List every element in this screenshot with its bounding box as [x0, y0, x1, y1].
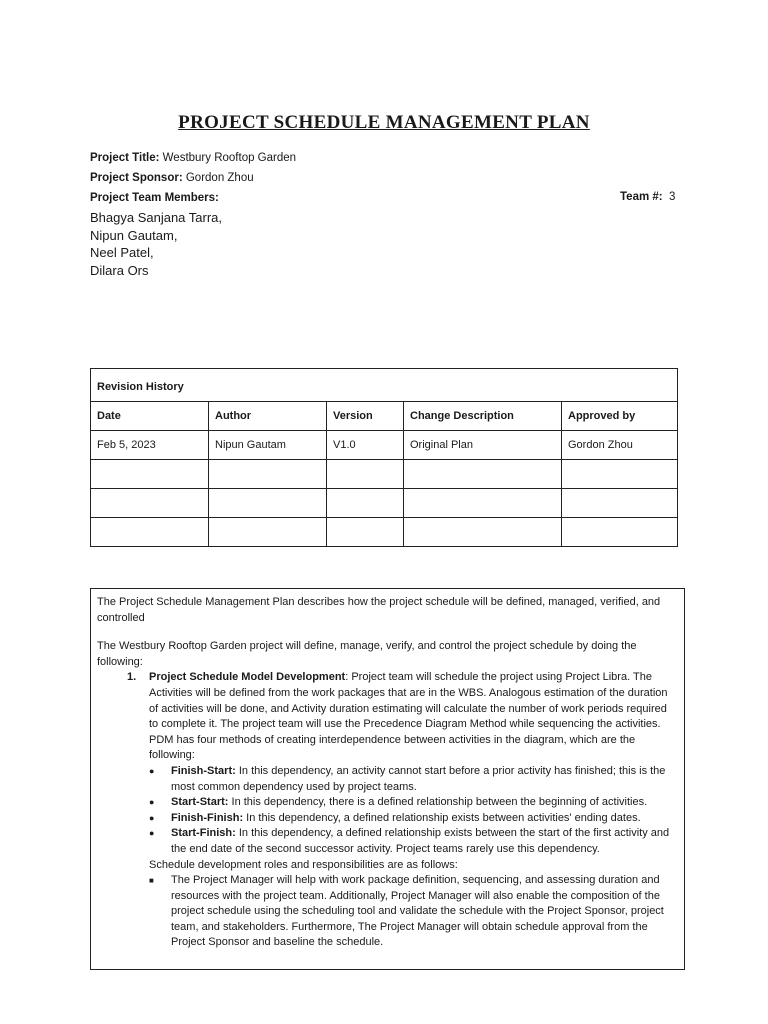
lead-paragraph: The Westbury Rooftop Garden project will define, manage, verify, and control the project schedule by doing the following: [97, 640, 637, 668]
project-title-line [90, 152, 296, 164]
empty-cell [91, 518, 209, 547]
empty-cell [404, 489, 562, 518]
empty-cell [327, 460, 404, 489]
project-sponsor-line [90, 172, 254, 184]
team-member: Bhagya Sanjana Tarra, [90, 210, 223, 225]
empty-cell [209, 460, 327, 489]
table-row [91, 431, 678, 460]
team-members-label-line [90, 192, 219, 204]
table-header-row [91, 402, 678, 431]
empty-cell [562, 518, 678, 547]
empty-cell [91, 460, 209, 489]
list-item [97, 826, 677, 857]
project-sponsor-value: Gordon Zhou [185, 172, 254, 184]
project-title-value: Westbury Rooftop Garden [162, 152, 297, 164]
empty-cell [404, 460, 562, 489]
col-header-change-description: Change Description [404, 402, 562, 431]
document-title: PROJECT SCHEDULE MANAGEMENT PLAN [178, 112, 590, 133]
cell-change-description: Original Plan [404, 431, 562, 460]
bullet-icon: ● [149, 812, 155, 823]
team-number-label: Team #: [620, 191, 663, 203]
project-title-label: Project Title: [90, 152, 160, 164]
empty-cell [327, 518, 404, 547]
bullet-icon: ● [149, 797, 155, 808]
item-number: 1. [127, 671, 137, 684]
table-row [91, 489, 678, 518]
dependency-text: In this dependency, a defined relationship exists between the start of the first activity and the end date of the second successor activity. Project teams rarely use this dependency. [171, 827, 670, 855]
revision-history-table [90, 368, 678, 547]
dependency-term: Start-Start: [171, 796, 229, 809]
team-member: Dilara Ors [90, 262, 149, 278]
numbered-item-1 [97, 670, 677, 764]
dependency-text: In this dependency, there is a defined relationship between the beginning of activities. [228, 796, 648, 809]
team-number-value: 3 [669, 191, 676, 203]
table-row [91, 460, 678, 489]
cell-date: Feb 5, 2023 [91, 431, 209, 460]
empty-cell [327, 489, 404, 518]
team-number [620, 191, 675, 203]
empty-cell [404, 518, 562, 547]
empty-cell [562, 489, 678, 518]
team-member: Nipun Gautam, [90, 227, 178, 243]
list-item [97, 873, 677, 951]
col-header-version: Version [327, 402, 404, 431]
intro-paragraph: The Project Schedule Management Plan describes how the project schedule will be defined, managed, verified, and controlled [97, 596, 661, 624]
square-bullet-icon: ■ [149, 876, 154, 886]
list-item [97, 795, 677, 811]
dependency-term: Finish-Start: [171, 764, 236, 777]
list-item [97, 811, 677, 827]
bullet-icon: ● [149, 828, 155, 839]
roles-intro: Schedule development roles and responsibilities are as follows: [149, 858, 458, 871]
item-text: : Project team will schedule the project using Project Libra. The Activities will be defined from the work packages that are in the WBS. Analogous estimation of the duration of activities will be done, and Activity duration estimating will calculate the number of work periods required to complete it. The project team will use the Precedence Diagram Method while sequencing the activities. PDM has four methods of creating interdependence between activities in the diagram, which are the following: [149, 671, 668, 762]
cell-author: Nipun Gautam [209, 431, 327, 460]
table-row [91, 518, 678, 547]
cell-version: V1.0 [327, 431, 404, 460]
cell-approved-by: Gordon Zhou [562, 431, 678, 460]
empty-cell [91, 489, 209, 518]
empty-cell [209, 518, 327, 547]
team-members-label: Project Team Members: [90, 192, 219, 204]
team-member: Neel Patel, [90, 245, 154, 260]
dependency-list [97, 764, 677, 858]
role-text: The Project Manager will help with work package definition, sequencing, and assessing duration and resources with the project team. Additionally, Project Manager will also enable the composition of the project schedule using the scheduling tool and validate the schedule with the Project Sponsor, project team, and stakeholders. Furthermore, The Project Manager will obtain schedule approval from the Project Sponsor and baseline the schedule. [171, 874, 664, 949]
team-members-list [90, 209, 222, 279]
bullet-icon: ● [149, 765, 155, 776]
dependency-text: In this dependency, a defined relationship exists between activities' ending dates. [243, 811, 641, 824]
col-header-author: Author [209, 402, 327, 431]
plan-body-box [90, 588, 685, 970]
roles-list [97, 873, 677, 951]
empty-cell [209, 489, 327, 518]
revision-history-heading: Revision History [91, 369, 678, 402]
dependency-term: Finish-Finish: [171, 811, 244, 824]
project-sponsor-label: Project Sponsor: [90, 172, 183, 184]
empty-cell [562, 460, 678, 489]
col-header-approved-by: Approved by [562, 402, 678, 431]
dependency-term: Start-Finish: [171, 827, 236, 840]
dependency-text: In this dependency, an activity cannot start before a prior activity has finished; this is the most common dependency used by project teams. [171, 764, 666, 793]
item-heading: Project Schedule Model Development [149, 671, 346, 684]
col-header-date: Date [91, 402, 209, 431]
list-item [97, 764, 677, 795]
